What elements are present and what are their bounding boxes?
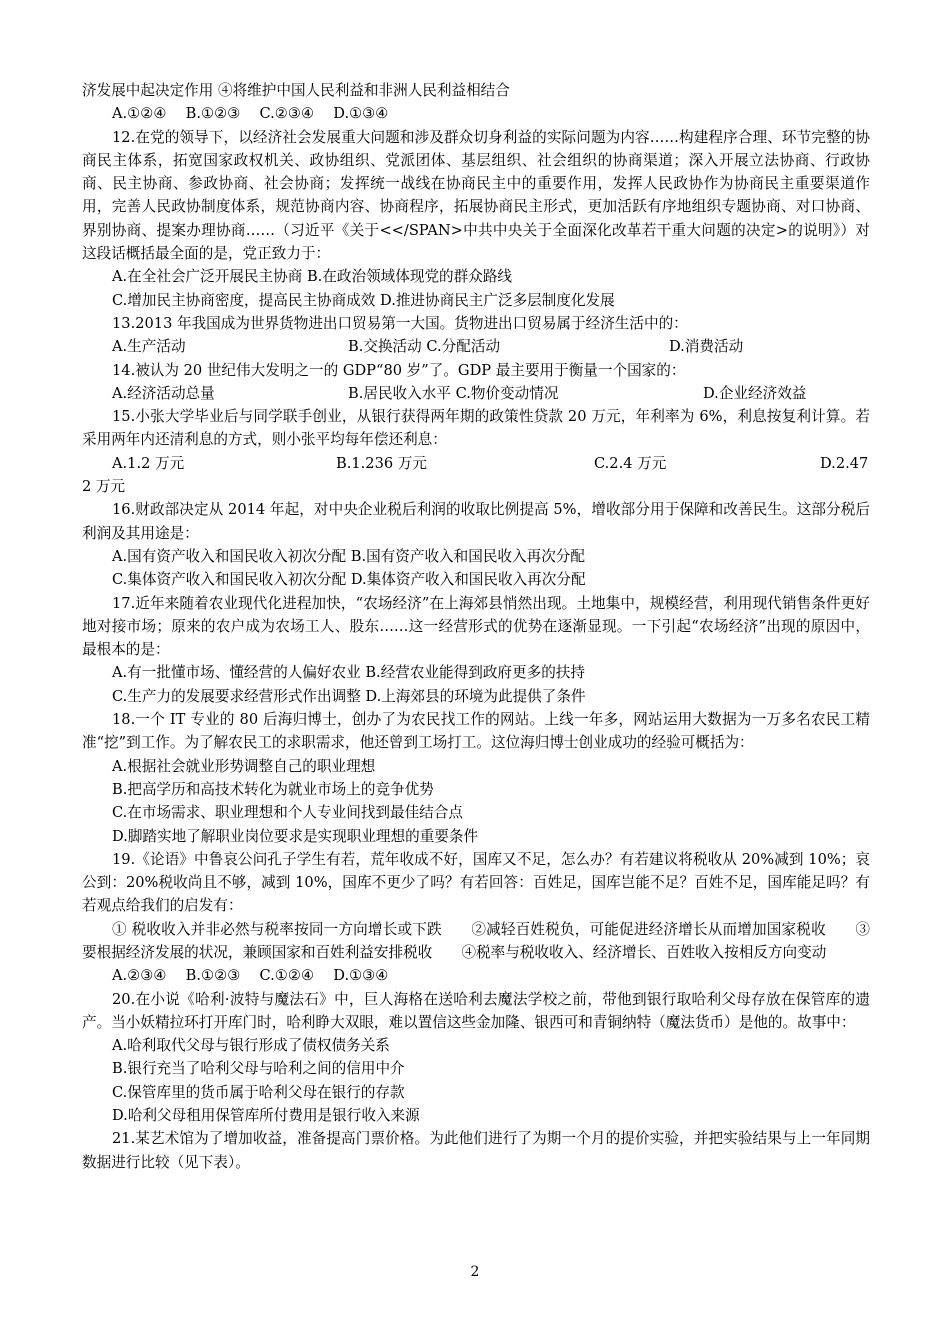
q15-option-c: C.2.4 万元 — [594, 454, 667, 472]
q13-option-a: A.生产活动 — [112, 338, 186, 356]
q15-options — [82, 452, 870, 475]
q15-option-d: D.2.47 — [820, 454, 869, 472]
q13-option-bc: B.交换活动 C.分配活动 — [348, 338, 501, 356]
q16-options-cd: C.集体资产收入和国民收入初次分配 D.集体资产收入和国民收入再次分配 — [112, 571, 586, 589]
question-17: 17.近年来随着农业现代化进程加快，“农场经济”在上海郊县悄然出现。土地集中，规模经营，利用现代销售条件更好地对接市场；原来的农户成为农场工人、股东……这一经营形式的优势在逐渐显现。一下引起“农场经济”出现的原因中，最根本的是： — [82, 594, 870, 659]
question-13: 13.2013 年我国成为世界货物进出口贸易第一大国。货物进出口贸易属于经济生活中的： — [112, 314, 688, 332]
q20-option-b: B.银行充当了哈利父母与哈利之间的信用中介 — [112, 1060, 405, 1078]
q14-options — [82, 382, 870, 405]
page-number: 2 — [470, 1264, 480, 1280]
q20-option-a: A.哈利取代父母与银行形成了债权债务关系 — [112, 1037, 390, 1055]
question-18: 18.一个 IT 专业的 80 后海归博士，创办了为农民找工作的网站。上线一年多，网站运用大数据为一万多名农民工精准“挖”到工作。为了解农民工的求职需求，他还曾到工场打工。这位海归博士创业成功的经验可概括为： — [82, 711, 870, 752]
q20-option-d: D.哈利父母租用保管库所付费用是银行收入来源 — [112, 1107, 420, 1125]
q13-option-d: D.消费活动 — [669, 338, 744, 356]
q15-option-b: B.1.236 万元 — [336, 454, 427, 472]
q12-options-cd: C.增加民主协商密度，提高民主协商成效 D.推进协商民主广泛多层制度化发展 — [112, 291, 615, 309]
question-15: 15.小张大学毕业后与同学联手创业，从银行获得两年期的政策性贷款 20 万元，年利率为 6%，利息按复利计算。若采用两年内还清利息的方式，则小张平均每年偿还利息： — [82, 408, 870, 449]
q15-option-a: A.1.2 万元 — [112, 454, 185, 472]
question-14: 14.被认为 20 世纪伟大发明之一的 GDP“80 岁”了。GDP 最主要用于衡量一个国家的： — [112, 361, 686, 379]
question-21: 21.某艺术馆为了增加收益，准备提高门票价格。为此他们进行了为期一个月的提价实验，并把实验结果与上一年同期数据进行比较（见下表）。 — [82, 1130, 870, 1171]
q15-option-d-cont: 2 万元 — [82, 478, 126, 496]
question-19: 19.《论语》中鲁哀公问孔子学生有若，荒年收成不好，国库又不足，怎么办？有若建议将税收从 20%减到 10%；哀公到：20%税收尚且不够，减到 10%，国库不更少了吗？有若回答：百姓足，国库岂能不足？百姓不足，国库能足吗？有若观点给我们的启发有： — [82, 850, 870, 915]
q18-option-c: C.在市场需求、职业理想和个人专业间找到最佳结合点 — [112, 804, 463, 822]
q19-statements: ① 税收收入并非必然与税率按同一方向增长或下跌 ②减轻百姓税负，可能促进经济增长从而增加国家税收 ③要根据经济发展的状况，兼顾国家和百姓利益安排税收 ④税率与税收收入、经济增长、百姓收入按相反方向变动 — [82, 920, 870, 961]
q18-option-a: A.根据社会就业形势调整自己的职业理想 — [112, 757, 376, 775]
q14-option-a: A.经济活动总量 — [112, 384, 215, 402]
q17-options-cd: C.生产力的发展要求经营形式作出调整 D.上海郊县的环境为此提供了条件 — [112, 687, 586, 705]
q14-option-bc: B.居民收入水平 C.物价变动情况 — [348, 384, 559, 402]
text-line: 济发展中起决定作用 ④将维护中国人民利益和非洲人民利益相结合 — [82, 82, 510, 99]
q11-options: A.①②④ B.①②③ C.②③④ D.①③④ — [112, 105, 389, 123]
q19-options: A.②③④ B.①②③ C.①②④ D.①③④ — [112, 967, 389, 985]
question-20: 20.在小说《哈利·波特与魔法石》中，巨人海格在送哈利去魔法学校之前，带他到银行取哈利父母存放在保管库的遗产。当小妖精拉环打开库门时，哈利睁大双眼，难以置信这些金加隆、银西可和青铜纳特（魔法货币）是他的。故事中： — [82, 990, 870, 1031]
q18-option-b: B.把高学历和高技术转化为就业市场上的竞争优势 — [112, 780, 434, 798]
q17-options-ab: A.有一批懂市场、懂经营的人偏好农业 B.经营农业能得到政府更多的扶持 — [112, 664, 585, 682]
q13-options — [82, 335, 870, 358]
q12-options-ab: A.在全社会广泛开展民主协商 B.在政治领域体现党的群众路线 — [112, 268, 513, 286]
question-12: 12.在党的领导下，以经济社会发展重大问题和涉及群众切身利益的实际问题为内容……构建程序合理、环节完整的协商民主体系，拓宽国家政权机关、政协组织、党派团体、基层组织、社会组织的协商渠道；深入开展立法协商、行政协商、民主协商、参政协商、社会协商；发挥统一战线在协商民主中的重要作用，发挥人民政协作为协商民主重要渠道作用，完善人民政协制度体系，规范协商内容、协商程序，拓展协商民主形式，更加活跃有序地组织专题协商、对口协商、界别协商、提案办理协商……（习近平《关于<</SPAN>中共中央关于全面深化改革若干重大问题的决定>的说明》）对这段话概括最全面的是，党正致力于： — [82, 128, 870, 263]
q16-options-ab: A.国有资产收入和国民收入初次分配 B.国有资产收入和国民收入再次分配 — [112, 547, 585, 565]
q18-option-d: D.脚踏实地了解职业岗位要求是实现职业理想的重要条件 — [112, 827, 479, 845]
question-16: 16.财政部决定从 2014 年起，对中央企业税后利润的收取比例提高 5%，增收部分用于保障和改善民生。这部分税后利润及其用途是： — [82, 501, 870, 542]
q20-option-c: C.保管库里的货币属于哈利父母在银行的存款 — [112, 1083, 405, 1101]
q14-option-d: D.企业经济效益 — [703, 384, 807, 402]
document-page — [82, 79, 870, 1174]
